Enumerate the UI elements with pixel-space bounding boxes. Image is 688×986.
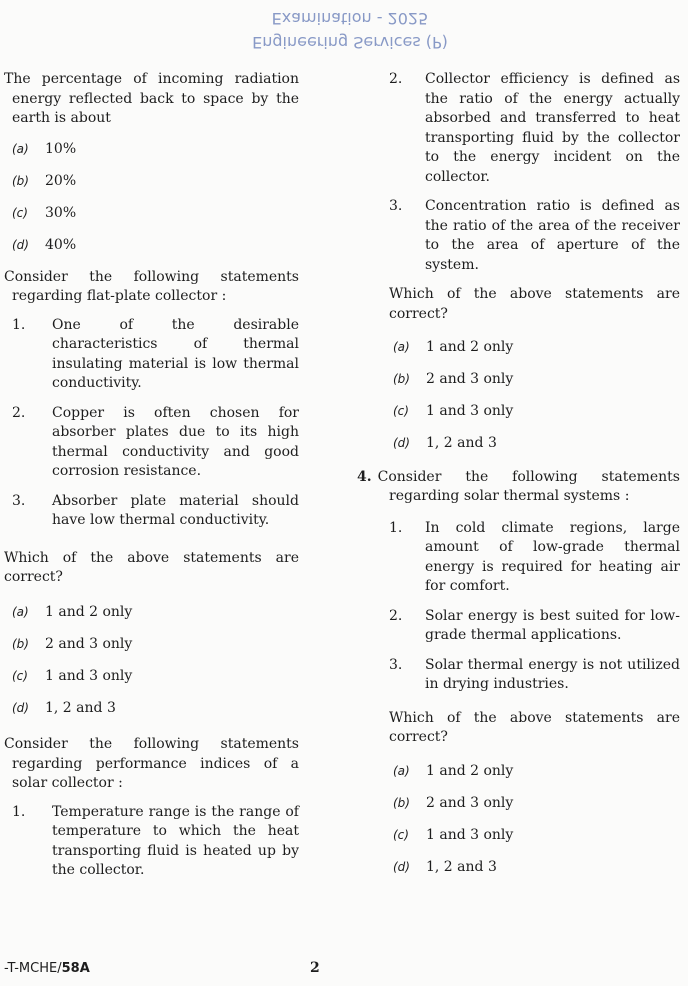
- question-3-statements: [4, 803, 299, 881]
- option-c[interactable]: (c) 1 and 3 only: [12, 667, 133, 684]
- option-d[interactable]: (d) 1, 2 and 3: [12, 699, 116, 716]
- option-b[interactable]: (b) 2 and 3 only: [12, 635, 133, 652]
- question-2-statements: [4, 316, 299, 531]
- question-number: 4.: [357, 468, 372, 485]
- question-2-prompt: Which of the above statements are correct?: [4, 549, 299, 585]
- right-column: [357, 70, 680, 890]
- statement: 2. Solar energy is best suited for low-grade thermal applications.: [389, 607, 680, 643]
- question-1: [4, 70, 299, 255]
- option-a[interactable]: (a) 10%: [12, 140, 77, 157]
- option-d[interactable]: (d) 1, 2 and 3: [393, 858, 497, 875]
- statement: 1. In cold climate regions, large amount of low-grade thermal energy is required for heating air for comfort.: [389, 519, 680, 594]
- question-3-stem: Consider the following statements regarding performance indices of a solar collector :: [4, 736, 299, 791]
- statement: 2. Collector efficiency is defined as the ratio of the energy actually absorbed and transferred to heat transporting fluid by the collector to the energy incident on the collector.: [389, 71, 680, 185]
- statement: 1. One of the desirable characteristics of thermal insulating material is low thermal conductivity.: [12, 316, 299, 391]
- option-c[interactable]: (c) 1 and 3 only: [393, 403, 514, 419]
- statement: 3. Solar thermal energy is not utilized in drying industries.: [389, 656, 680, 692]
- option-b[interactable]: (b) 2 and 3 only: [393, 794, 514, 811]
- option-a[interactable]: (a) 1 and 2 only: [393, 762, 514, 779]
- question-2-options: [4, 603, 299, 719]
- question-3-prompt: Which of the above statements are correct?: [389, 286, 680, 322]
- watermark-line-2: Examination - 2025: [271, 9, 429, 28]
- statement: 1. Temperature range is the range of temperature to which the heat transporting fluid is heated up by the collector.: [12, 803, 299, 878]
- question-1-stem: The percentage of incoming radiation energy reflected back to space by the earth is about: [4, 71, 299, 126]
- statement: 3. Concentration ratio is defined as the ratio of the area of the receiver to the area of aperture of the system.: [389, 198, 680, 273]
- question-4: [357, 468, 680, 878]
- option-b[interactable]: (b) 20%: [12, 172, 77, 189]
- option-c[interactable]: (c) 1 and 3 only: [393, 826, 514, 843]
- question-4-options: [389, 762, 680, 878]
- left-column: [4, 70, 299, 891]
- option-d[interactable]: (d) 1, 2 and 3: [393, 435, 497, 451]
- question-3: [4, 735, 299, 881]
- question-3-options: [389, 338, 680, 454]
- question-4-prompt: Which of the above statements are correct?: [389, 709, 680, 745]
- question-1-options: [4, 140, 299, 256]
- watermark-line-1: Engineering Services (P): [252, 33, 448, 52]
- option-a[interactable]: (a) 1 and 2 only: [12, 603, 133, 620]
- option-c[interactable]: (c) 30%: [12, 204, 77, 221]
- page-number: 2: [310, 960, 320, 976]
- option-a[interactable]: (a) 1 and 2 only: [393, 339, 514, 355]
- option-d[interactable]: (d) 40%: [12, 236, 77, 253]
- question-3-continued: [389, 70, 680, 454]
- booklet-code: -T-MCHE/58A: [4, 961, 90, 976]
- question-2: [4, 268, 299, 719]
- question-4-stem: 4. Consider the following statements regarding solar thermal systems :: [357, 468, 680, 504]
- statement: 3. Absorber plate material should have low thermal conductivity.: [12, 492, 299, 528]
- watermark: [200, 6, 500, 54]
- option-b[interactable]: (b) 2 and 3 only: [393, 371, 514, 387]
- statement: 2. Copper is often chosen for absorber plates due to its high thermal conductivity and good corrosion resistance.: [12, 404, 299, 479]
- question-4-statements: [389, 519, 680, 695]
- question-2-stem: Consider the following statements regarding flat-plate collector :: [4, 268, 299, 304]
